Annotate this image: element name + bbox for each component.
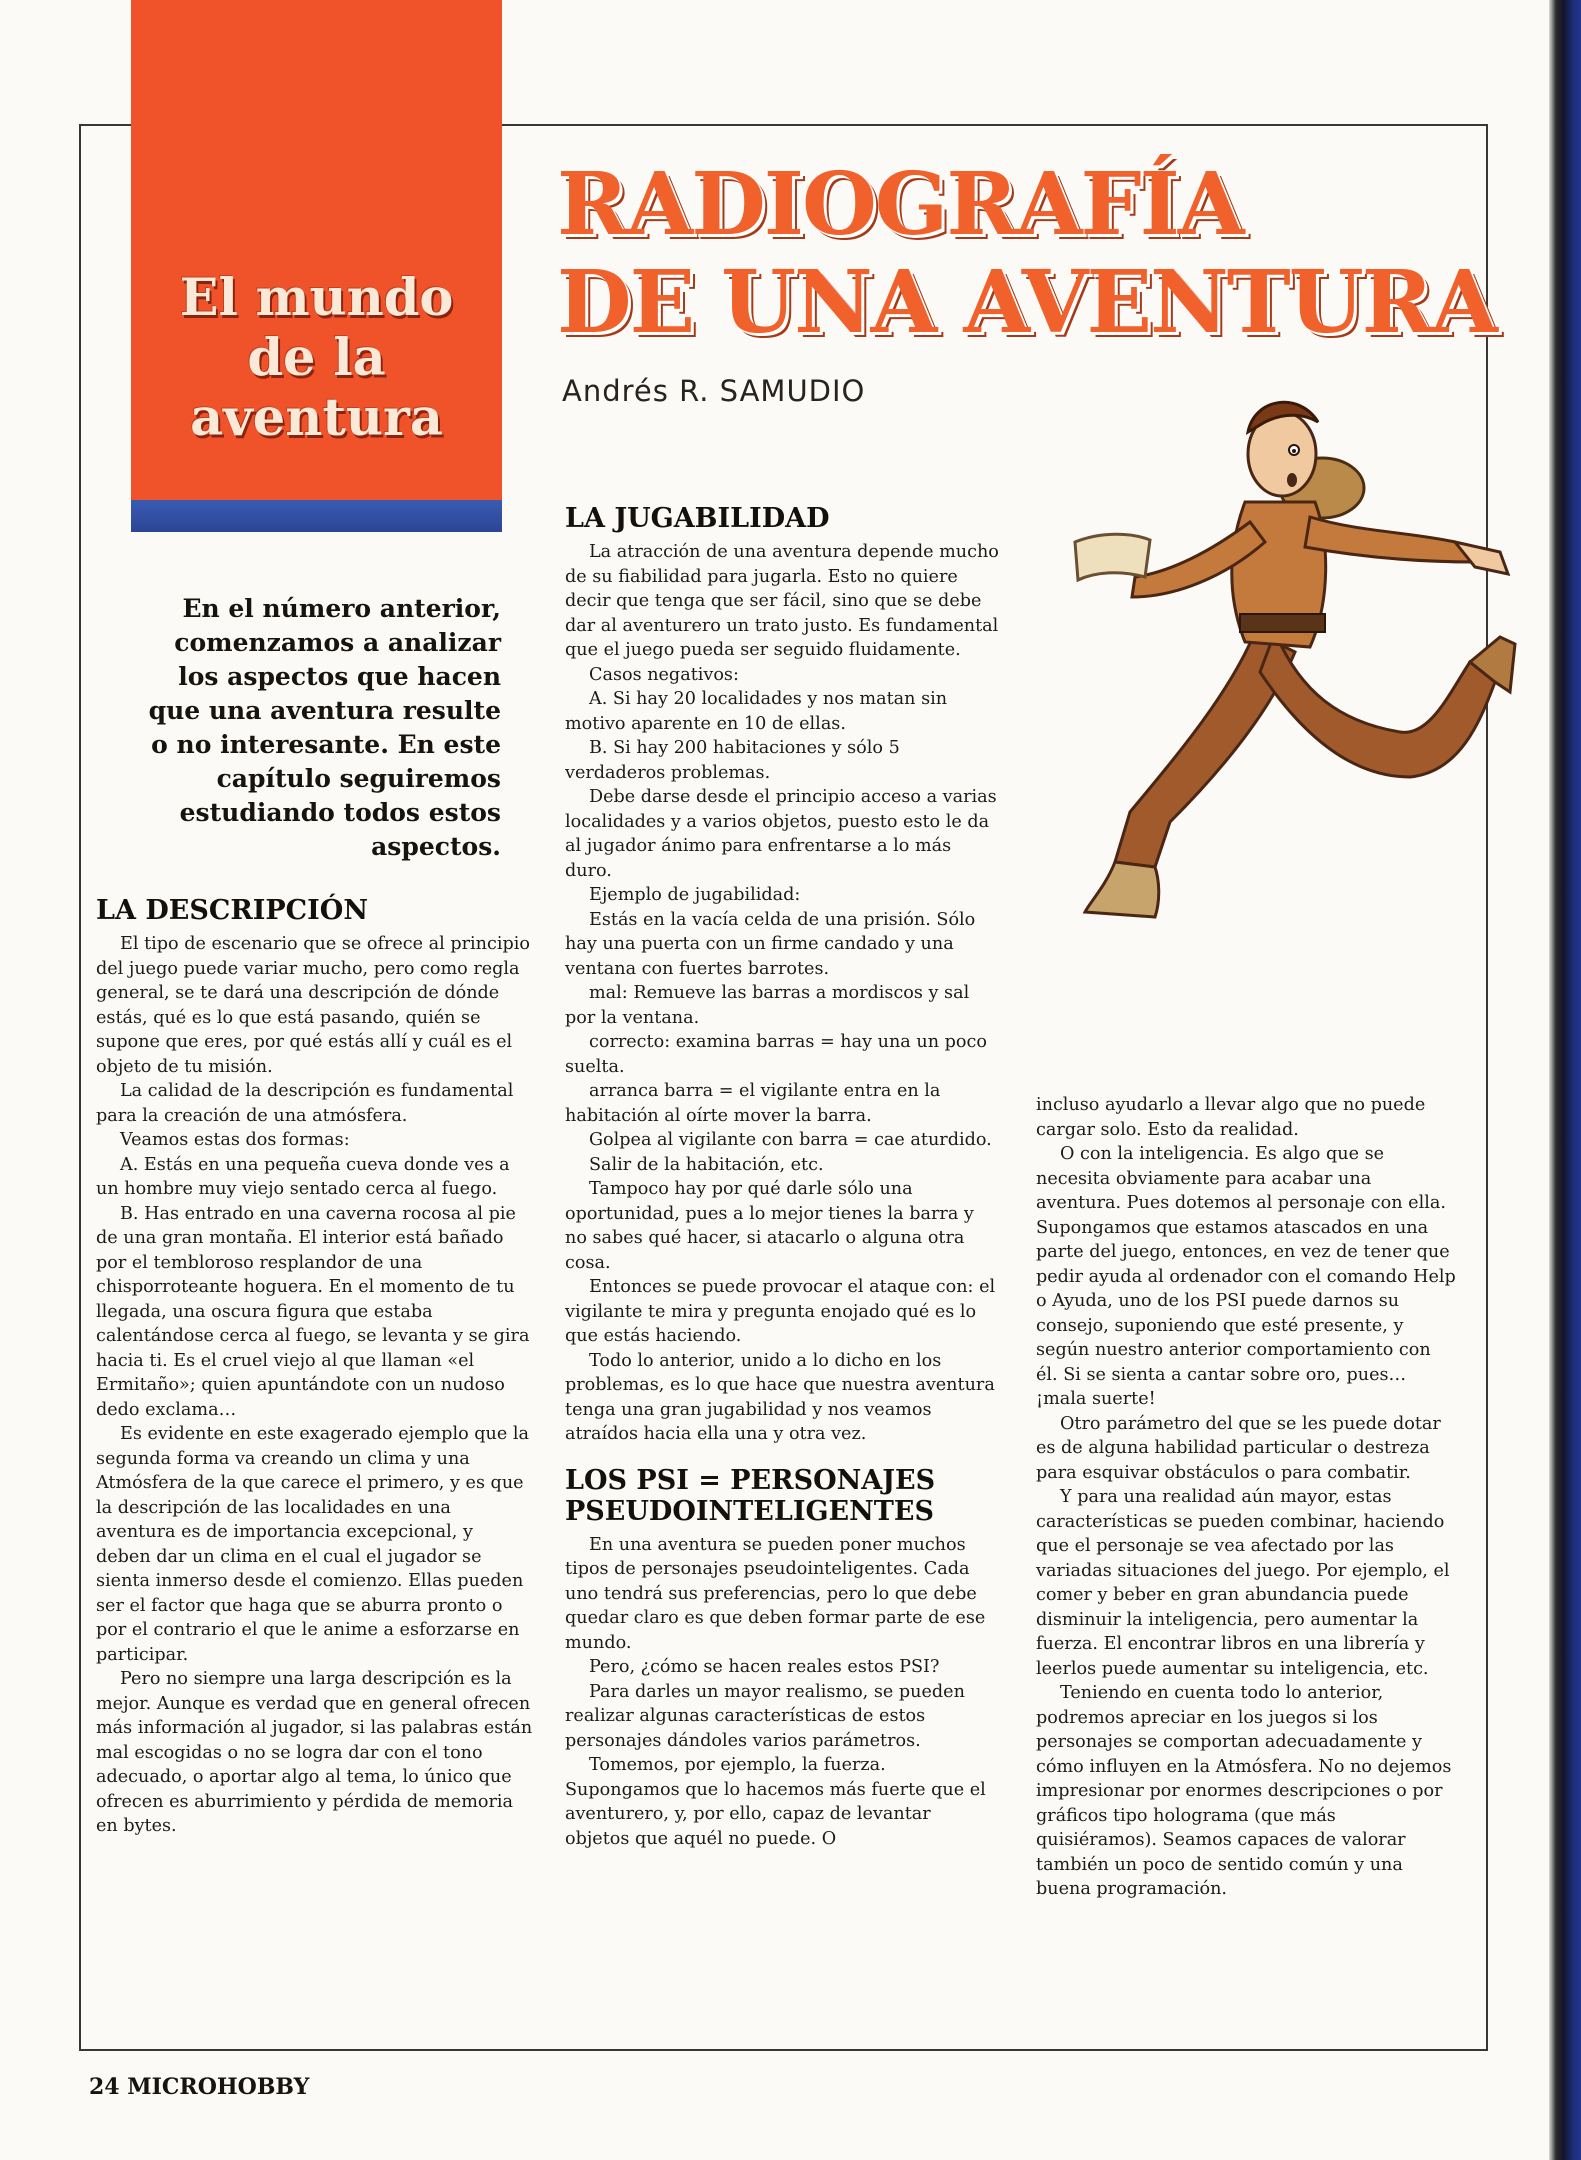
heading-descripcion: LA DESCRIPCIÓN [96, 895, 369, 926]
article-author: Andrés R. SAMUDIO [562, 374, 866, 408]
heading-psi: LOS PSI = PERSONAJES PSEUDOINTELIGENTES [565, 1464, 936, 1527]
paragraph: Pero, ¿cómo se hacen reales estos PSI? [589, 1657, 940, 1677]
paragraph: mal: Remueve las barras a mordiscos y sal por la ventana. [565, 983, 970, 1028]
article-intro: En el número anterior, comenzamos a analizar los aspectos que hacen que una aventura resulte o no interesante. En este capítulo seguiremos estudiando todos estos aspectos. [148, 594, 501, 861]
paragraph: Ejemplo de jugabilidad: [589, 885, 801, 905]
paragraph: Todo lo anterior, unido a lo dicho en los problemas, es lo que hace que nuestra aventura tenga una gran jugabilidad y nos veamos atraídos hacia ella una y otra vez. [565, 1350, 995, 1444]
heading-jugabilidad: LA JUGABILIDAD [565, 503, 830, 534]
paragraph: A. Estás en una pequeña cueva donde ves a un hombre muy viejo sentado cerca al fuego. [96, 1154, 510, 1199]
section-banner-blue-bar [131, 500, 502, 532]
paragraph: Tampoco hay por qué darle sólo una oportunidad, pues a lo mejor tienes la barra y no sabes qué hacer, si atacarlo o alguna otra cosa. [565, 1179, 974, 1273]
paragraph: Es evidente en este exagerado ejemplo que la segunda forma va creando un clima y una Atmósfera de la que carece el primero, y es que la descripción de las localidades en una aventura es de importancia excepcional, y deben dar un clima en el cual el jugador se sienta inmerso desde el comienzo. Ellas pueden ser el factor que haga que se aburra pronto o por el contrario el que le anime a esforzarse en participar. [96, 1424, 529, 1665]
paragraph: arranca barra = el vigilante entra en la habitación al oírte mover la barra. [565, 1081, 941, 1126]
section-label: El mundo de la aventura [179, 268, 454, 448]
paragraph: En una aventura se pueden poner muchos tipos de personajes pseudointeligentes. Cada uno tendrá sus preferencias, pero lo que debe quedar claro es que deben formar parte de ese mundo. [565, 1534, 986, 1653]
paragraph: Tomemos, por ejemplo, la fuerza. Supongamos que lo hacemos más fuerte que el aventurero, y, por ello, capaz de levantar objetos que aquél no puede. O [565, 1755, 986, 1849]
paragraph: Y para una realidad aún mayor, estas características se pueden combinar, haciendo que el personaje se vea afectado por las variadas situaciones del juego. Por ejemplo, el comer y beber en gran abundancia puede disminuir la inteligencia, pero aumentar la fuerza. El encontrar libros en una librería y leerlos puede aumentar su inteligencia, etc. [1036, 1487, 1450, 1679]
magazine-spine-edge [1549, 0, 1581, 2160]
paragraph: Salir de la habitación, etc. [589, 1154, 824, 1175]
paragraph: La atracción de una aventura depende mucho de su fiabilidad para jugarla. Esto no quiere decir que tenga que ser fácil, sino que se debe dar al aventurero un trato justo. Es fundamental que el juego pueda ser seguido fluidamente. [565, 542, 999, 660]
paragraph: Entonces se puede provocar el ataque con: el vigilante te mira y pregunta enojado qué es lo que estás haciendo. [565, 1277, 996, 1346]
paragraph: O con la inteligencia. Es algo que se necesita obviamente para acabar una aventura. Pues dotemos al personaje con ella. Supongamos que estamos atascados en una parte del juego, entonces, en vez de tener que pedir ayuda al ordenador con el comando Help o Ayuda, uno de los PSI puede darnos su consejo, suponiendo que esté presente, y según nuestro anterior comportamiento con él. Si se sienta a cantar sobre oro, pues… ¡mala suerte! [1036, 1144, 1456, 1409]
text-column-3 [1036, 1093, 1456, 1902]
article-title [557, 156, 1517, 352]
paragraph: B. Has entrado en una caverna rocosa al pie de una gran montaña. El interior está bañado por el tembloroso resplandor de una chisporroteante hoguera. En el momento de tu llegada, una oscura figura que estaba calentándose cerca al fuego, se levanta y se gira hacia ti. Es el cruel viejo al que llaman «el Ermitaño»; quien apuntándote con un nudoso dedo exclama… [96, 1203, 530, 1420]
paragraph: correcto: examina barras = hay una un poco suelta. [565, 1032, 987, 1077]
page-folio: 24 MICROHOBBY [89, 2074, 310, 2100]
paragraph: Veamos estas dos formas: [120, 1130, 350, 1150]
text-column-2 [565, 503, 1000, 1851]
paragraph: Golpea al vigilante con barra = cae aturdido. [589, 1130, 992, 1150]
paragraph: Para darles un mayor realismo, se pueden realizar algunas características de estos personajes dándoles varios parámetros. [565, 1681, 965, 1751]
paragraph: B. Si hay 200 habitaciones y sólo 5 verdaderos problemas. [565, 738, 900, 783]
paragraph: El tipo de escenario que se ofrece al principio del juego puede variar mucho, pero como regla general, se te dará una descripción de dónde estás, qué es lo que está pasando, quién se supone que eres, por qué estás allí y cuál es el objeto de tu misión. [96, 934, 530, 1077]
paragraph: Otro parámetro del que se les puede dotar es de alguna habilidad particular o destreza para esquivar obstáculos o para combatir. [1036, 1413, 1441, 1483]
article-title-line-2: DE UNA AVENTURA [557, 252, 1496, 353]
paragraph: La calidad de la descripción es fundamental para la creación de una atmósfera. [96, 1081, 514, 1126]
adventurer-illustration [1060, 392, 1550, 1002]
paragraph: Teniendo en cuenta todo lo anterior, podremos apreciar en los juegos si los personajes se comportan adecuadamente y cómo influyen en la Atmósfera. No no dejemos impresionar por enormes descripciones o por gráficos tipo holograma (que más quisiéramos). Seamos capaces de valorar también un poco de sentido común y una buena programación. [1036, 1683, 1452, 1899]
paragraph: incluso ayudarlo a llevar algo que no puede cargar solo. Esto da realidad. [1036, 1095, 1426, 1140]
paragraph: Pero no siempre una larga descripción es la mejor. Aunque es verdad que en general ofrecen más información al jugador, si las palabras están mal escogidas o no se logra dar con el tono adecuado, o aportar algo al tema, lo único que ofrecen es aburrimiento y pérdida de memoria en bytes. [96, 1669, 533, 1836]
article-title-line-1: RADIOGRAFÍA [557, 154, 1243, 255]
paragraph: A. Si hay 20 localidades y nos matan sin motivo aparente en 10 de ellas. [565, 689, 948, 734]
paragraph: Debe darse desde el principio acceso a varias localidades y a varios objetos, puesto esto le da al jugador ánimo para enfrentarse a lo más duro. [565, 787, 997, 881]
paragraph: Estás en la vacía celda de una prisión. Sólo hay una puerta con un firme candado y una ventana con fuertes barrotes. [565, 909, 976, 979]
paragraph: Casos negativos: [589, 664, 739, 685]
text-column-1 [96, 895, 533, 1839]
